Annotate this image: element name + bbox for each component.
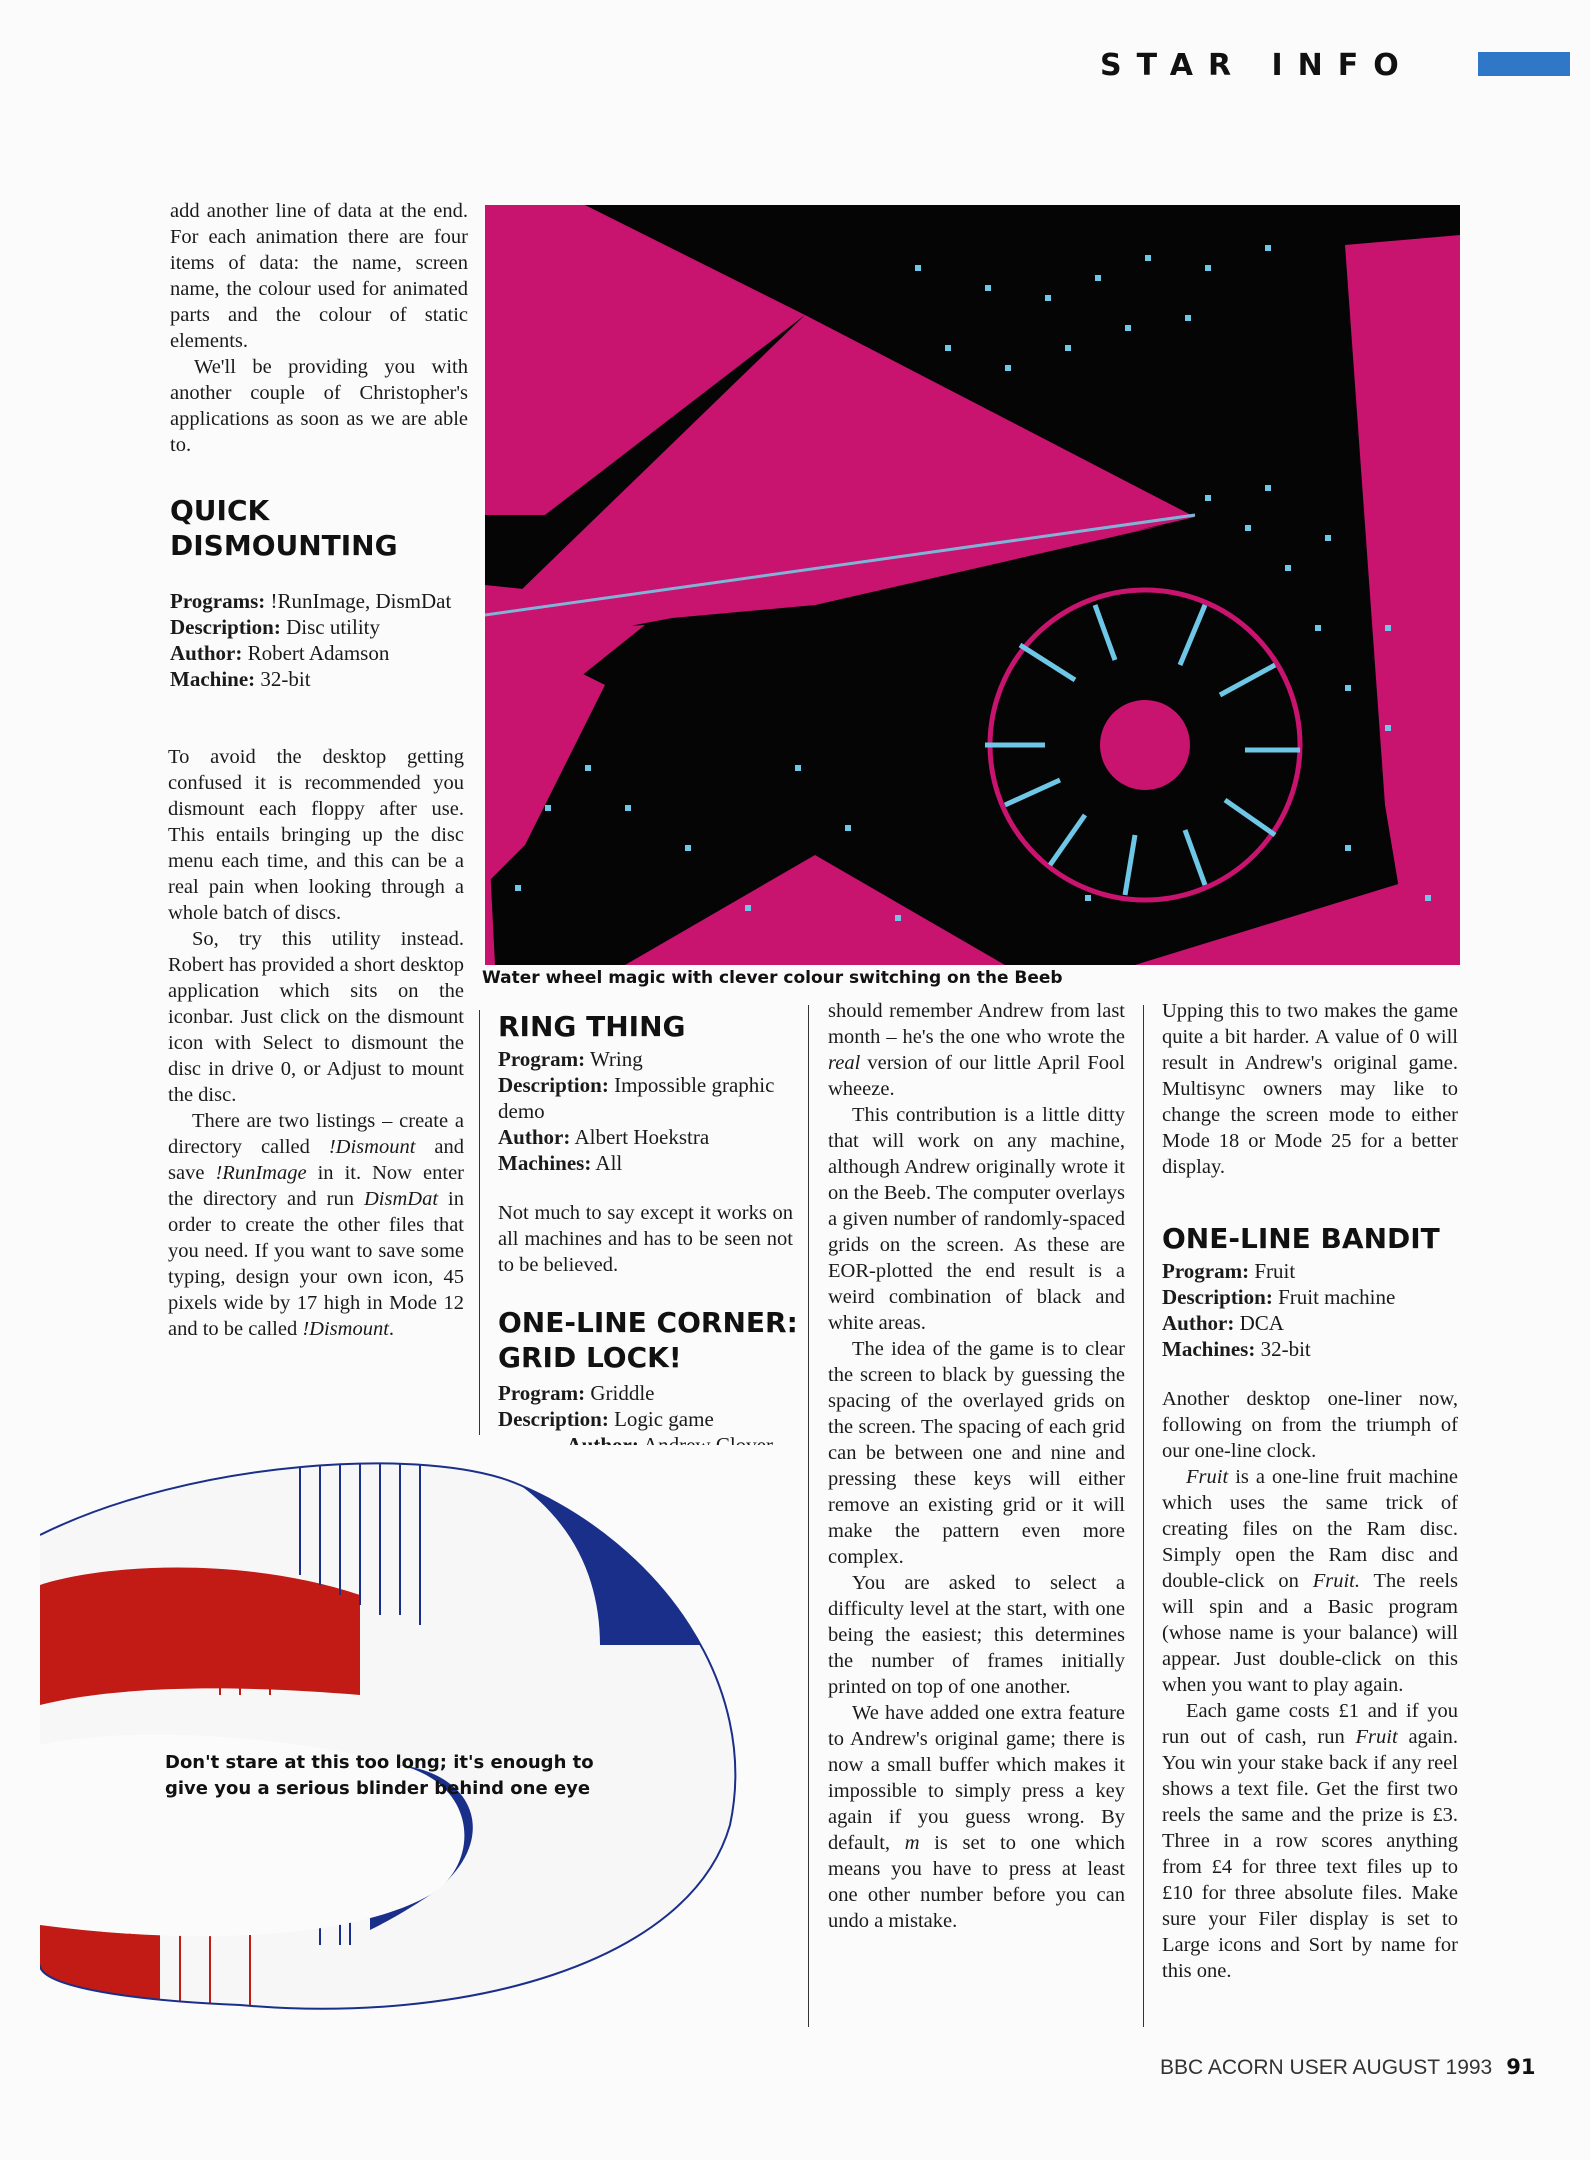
caption-line: Don't stare at this too long; it's enough to bbox=[165, 1752, 594, 1773]
meta-value: Fruit bbox=[1254, 1259, 1296, 1283]
heading-line: DISMOUNTING bbox=[170, 529, 398, 562]
meta-label: Machines: bbox=[1162, 1337, 1256, 1361]
meta-label: Author: bbox=[1162, 1311, 1235, 1335]
paragraph: Fruit is a one-line fruit machine which uses the same trick of creating files on the Ram disc. Simply open the Ram disc and double-click on Fruit. The reels will spin and a Basic program (whose name is your balance) will appear. Just double-click on this when you want to play again. bbox=[1162, 1466, 1458, 1696]
one-line-bandit-heading: ONE-LINE BANDIT bbox=[1162, 1222, 1440, 1255]
water-wheel-screenshot bbox=[485, 205, 1460, 965]
paragraph: Not much to say except it works on all machines and has to be seen not to be believed. bbox=[498, 1202, 793, 1276]
meta-value: Disc utility bbox=[286, 615, 380, 639]
column-4-top bbox=[1162, 998, 1458, 1180]
water-wheel-graphic bbox=[485, 205, 1460, 965]
ring-figure-caption bbox=[165, 1750, 594, 1802]
paragraph: There are two listings – create a directory called !Dismount and save !RunImage in it. Now enter the directory and run DismDat in order to create the other files that you need. If you want to save some typing, design your own icon, 45 pixels wide by 17 high in Mode 12 and to be called !Dismount. bbox=[168, 1110, 464, 1340]
ring-thing-meta bbox=[498, 1046, 798, 1176]
paragraph: Another desktop one-liner now, following on from the triumph of our one-line clock. bbox=[1162, 1388, 1458, 1462]
meta-label: Description: bbox=[1162, 1285, 1273, 1309]
caption-line: give you a serious blinder behind one eye bbox=[165, 1778, 591, 1799]
paragraph: We have added one extra feature to Andrew's original game; there is now a small buffer which makes it impossible to simply press a key again if you guess wrong. By default, m is set to one which means you have to press at least one other number before you can undo a mistake. bbox=[828, 1702, 1125, 1932]
meta-value: Fruit machine bbox=[1278, 1285, 1396, 1309]
meta-label: Programs: bbox=[170, 589, 266, 613]
ring-thing-body bbox=[498, 1200, 793, 1278]
meta-label: Machine: bbox=[170, 667, 256, 691]
ring-illusion-graphic bbox=[40, 1445, 800, 2045]
meta-value: DCA bbox=[1239, 1311, 1284, 1335]
grid-lock-heading bbox=[498, 1305, 798, 1375]
column-3-body bbox=[828, 998, 1125, 1934]
meta-value: Griddle bbox=[590, 1381, 655, 1405]
meta-label: Author: bbox=[498, 1125, 571, 1149]
paragraph: Each game costs £1 and if you run out of cash, run Fruit again. You win your stake back if any reel shows a text file. Get the first two reels the same and the prize is £3. Three in a row scores anything from £4 for three text files up to £10 for three absolute files. Make sure your Filer display is set to Large icons and Sort by name for this one. bbox=[1162, 1700, 1458, 1982]
meta-value: Wring bbox=[589, 1047, 643, 1071]
meta-value: Albert Hoekstra bbox=[574, 1125, 710, 1149]
paragraph: So, try this utility instead. Robert has provided a short desktop application which sits on the iconbar. Just click on the dismount icon with Select to dismount the disc in drive 0, or Adjust to mount the disc. bbox=[168, 928, 464, 1106]
column-1-body bbox=[168, 744, 464, 1342]
heading-line: ONE-LINE CORNER: bbox=[498, 1306, 798, 1339]
meta-value: !RunImage, DismDat bbox=[270, 589, 452, 613]
quick-dismounting-meta bbox=[170, 588, 470, 692]
paragraph: We'll be providing you with another couple of Christopher's applications as soon as we are able to. bbox=[170, 356, 468, 456]
paragraph: To avoid the desktop getting confused it is recommended you dismount each floppy after use. This entails bringing up the disc menu each time, and this can be a real pain when looking through a whole batch of discs. bbox=[168, 746, 464, 924]
column-divider bbox=[1143, 1005, 1144, 2027]
page-number: 91 bbox=[1506, 2055, 1536, 2079]
meta-value: Impossible graphic demo bbox=[498, 1073, 775, 1123]
paragraph: You are asked to select a difficulty level at the start, with one being the easiest; this determines the number of frames initially printed on top of one another. bbox=[828, 1572, 1125, 1698]
heading-line: QUICK bbox=[170, 494, 270, 527]
one-line-bandit-meta bbox=[1162, 1258, 1462, 1362]
paragraph: Upping this to two makes the game quite a bit harder. A value of 0 will result in Andrew's original game. Multisync owners may like to change the screen mode to either Mode 18 or Mode 25 for a better display. bbox=[1162, 1000, 1458, 1178]
ring-thing-heading: RING THING bbox=[498, 1010, 686, 1043]
publication-name: BBC ACORN USER AUGUST 1993 bbox=[1160, 2056, 1493, 2079]
meta-value: All bbox=[595, 1151, 623, 1175]
paragraph: should remember Andrew from last month – he's the one who wrote the real version of our little April Fool wheeze. bbox=[828, 1000, 1125, 1100]
meta-value: 32-bit bbox=[1260, 1337, 1311, 1361]
section-header: STAR INFO bbox=[1100, 48, 1414, 83]
paragraph: The idea of the game is to clear the screen to black by guessing the spacing of the overlayed grids on the screen. The spacing of each grid can be between one and nine and pressing these keys will either remove an existing grid or it will make the pattern even more complex. bbox=[828, 1338, 1125, 1568]
column-1-intro bbox=[170, 198, 468, 458]
meta-value: Robert Adamson bbox=[247, 641, 390, 665]
column-divider bbox=[808, 1005, 809, 2027]
heading-line: GRID LOCK! bbox=[498, 1341, 682, 1374]
page-footer bbox=[1160, 2055, 1535, 2080]
paragraph: add another line of data at the end. For each animation there are four items of data: the name, screen name, the colour used for animated parts and the colour of static elements. bbox=[170, 200, 468, 352]
meta-label: Program: bbox=[1162, 1259, 1250, 1283]
meta-label: Description: bbox=[498, 1073, 609, 1097]
meta-label: Machines: bbox=[498, 1151, 592, 1175]
paragraph: This contribution is a little ditty that will work on any machine, although Andrew originally wrote it on the Beeb. The computer overlays a given number of randomly-spaced grids on the screen. As these are EOR-plotted the end result is a weird combination of black and white areas. bbox=[828, 1104, 1125, 1334]
column-divider bbox=[479, 1010, 480, 1435]
meta-label: Description: bbox=[170, 615, 281, 639]
meta-label: Program: bbox=[498, 1047, 586, 1071]
column-4-body bbox=[1162, 1386, 1458, 1984]
meta-value: Logic game bbox=[614, 1407, 714, 1431]
figure-caption: Water wheel magic with clever colour switching on the Beeb bbox=[482, 968, 1063, 988]
meta-label: Program: bbox=[498, 1381, 586, 1405]
section-header-bar bbox=[1478, 52, 1570, 76]
quick-dismounting-heading bbox=[170, 493, 470, 563]
meta-label: Author: bbox=[170, 641, 243, 665]
meta-label: Description: bbox=[498, 1407, 609, 1431]
meta-value: 32-bit bbox=[260, 667, 311, 691]
